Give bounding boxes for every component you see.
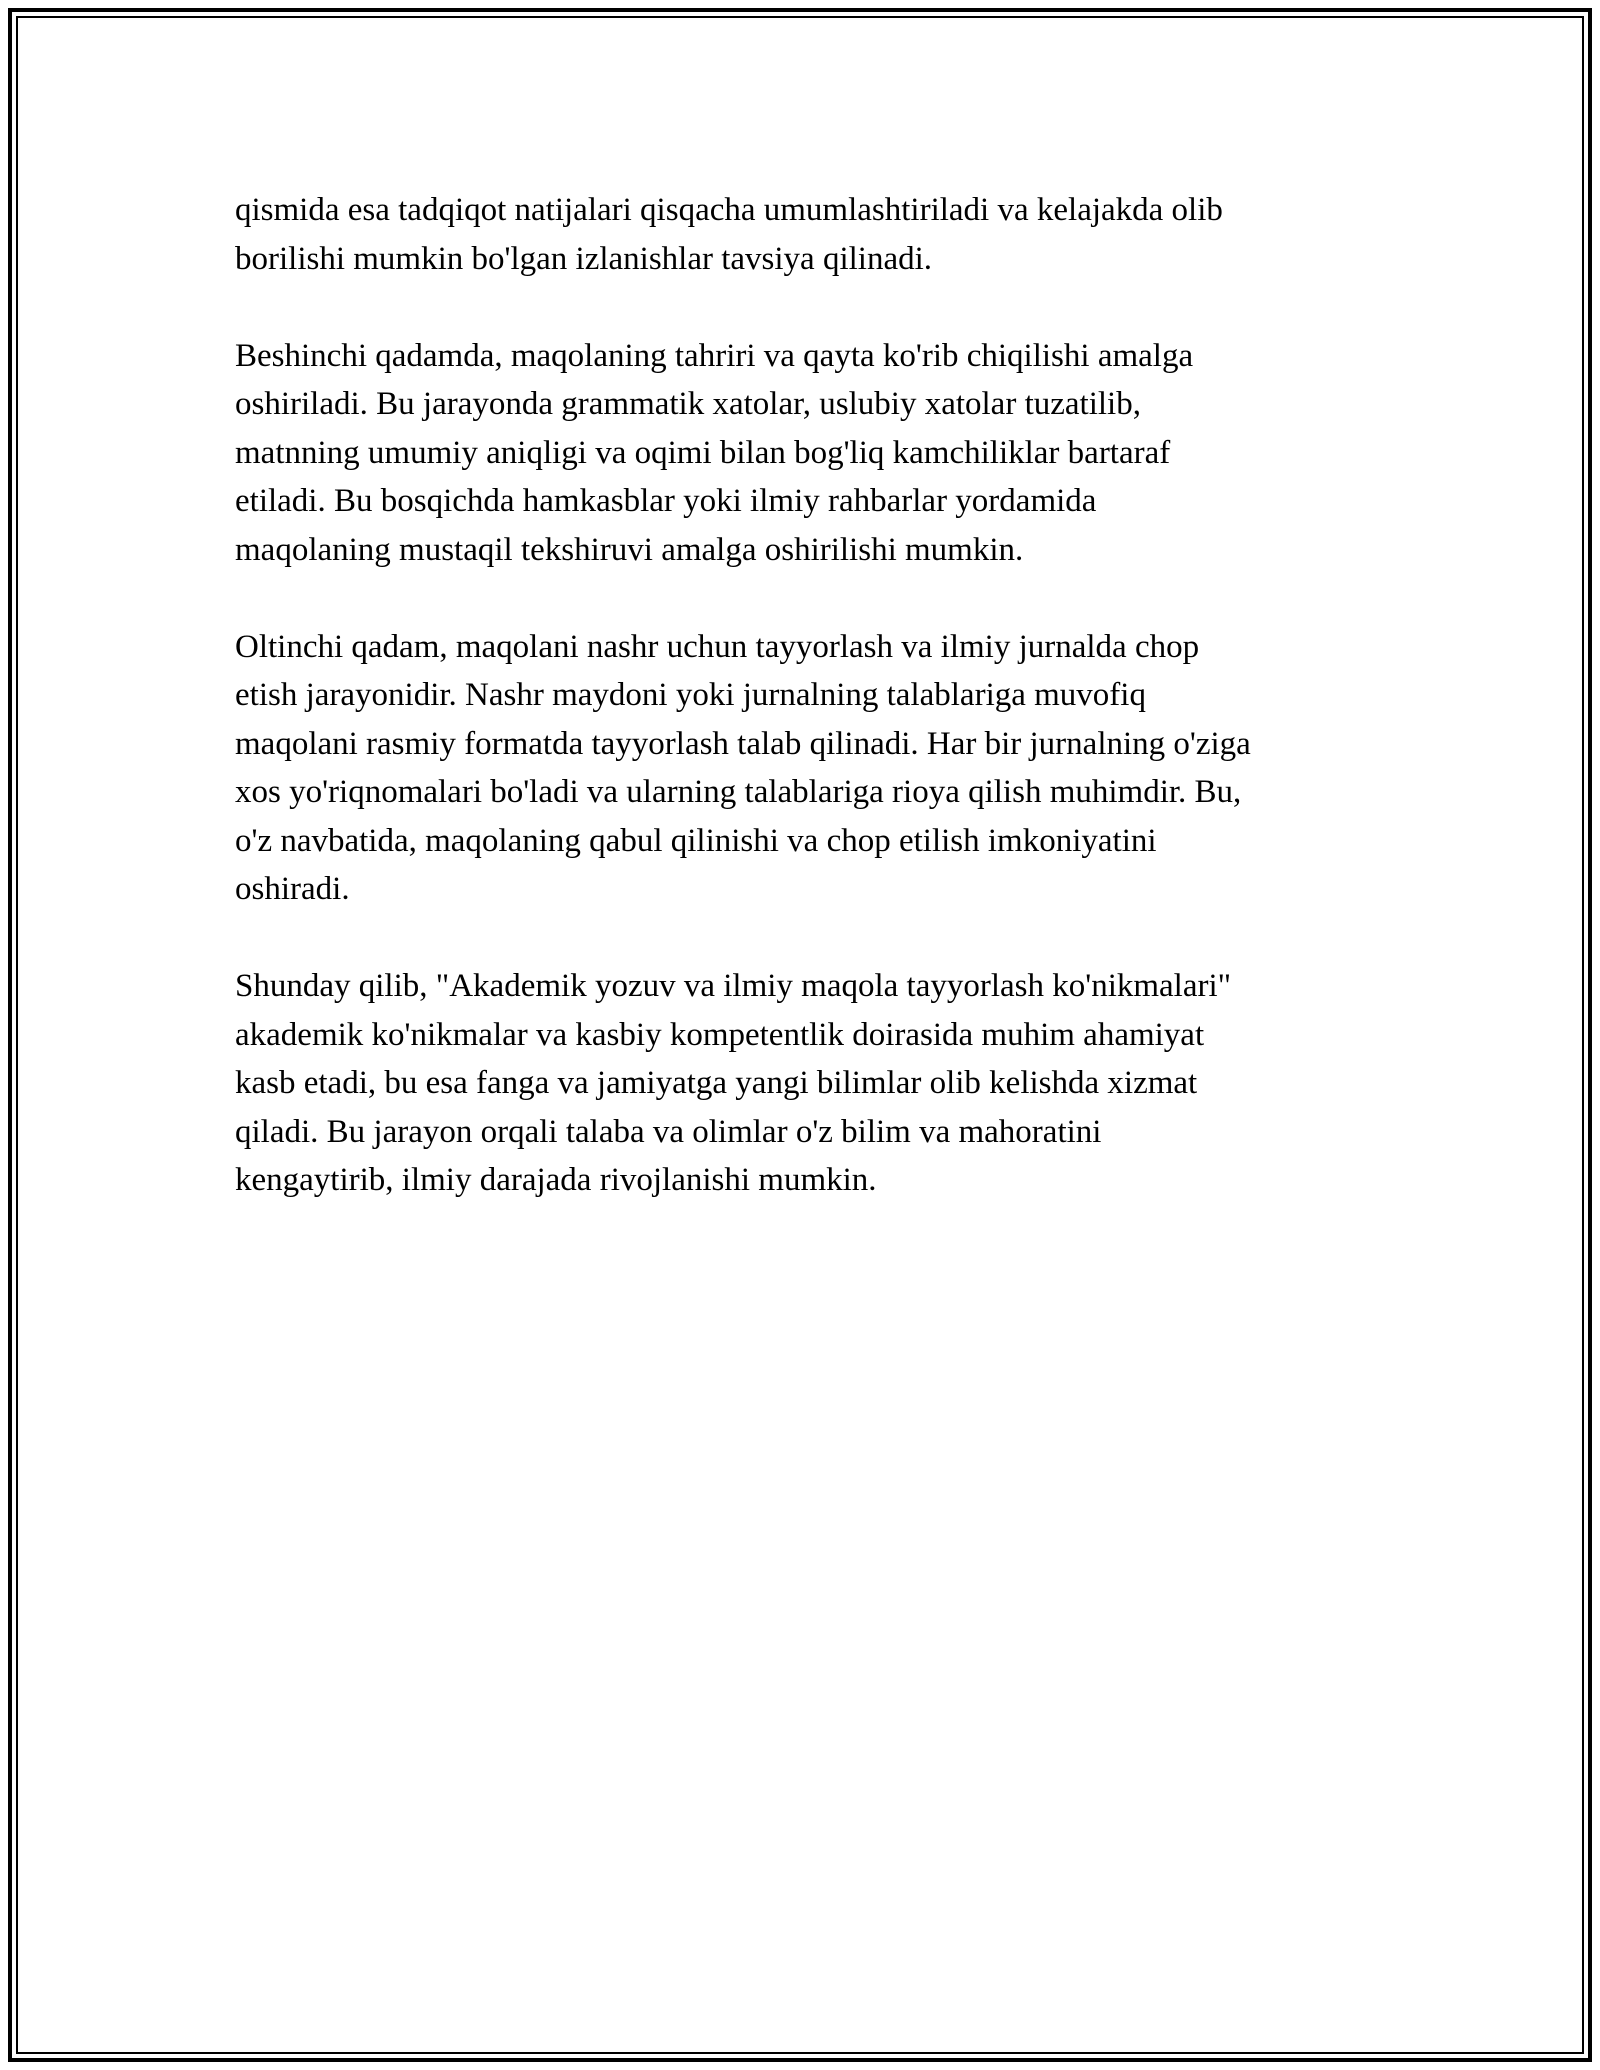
paragraph-sixth-step: Oltinchi qadam, maqolani nashr uchun tayyorlash va ilmiy jurnalda chop etish jarayonidir. Nashr maydoni yoki jurnalning talablariga muvofiq maqolani rasmiy formatda tayyorlash talab qilinadi. Har bir jurnalning o'ziga xos yo'riqnomalari bo'ladi va ularning talablariga rioya qilish muhimdir. Bu, o'z navbatida, maqolaning qabul qilinishi va chop etilish imkoniyatini oshiradi. [235, 628, 1251, 907]
paragraph-summary: Shunday qilib, "Akademik yozuv va ilmiy maqola tayyorlash ko'nikmalari" akademik ko'nikmalar va kasbiy kompetentlik doirasida muhim ahamiyat kasb etadi, bu esa fanga va jamiyatga yangi bilimlar olib kelishda xizmat qiladi. Bu jarayon orqali talaba va olimlar o'z bilim va mahoratini kengaytirib, ilmiy darajada rivojlanishi mumkin. [235, 968, 1232, 1198]
paragraph-fifth-step: Beshinchi qadamda, maqolaning tahriri va qayta ko'rib chiqilishi amalga oshiriladi. Bu jarayonda grammatik xatolar, uslubiy xatolar tuzatilib, matnning umumiy aniqligi va oqimi bilan bog'liq kamchiliklar bartaraf etiladi. Bu bosqichda hamkasblar yoki ilmiy rahbarlar yordamida maqolaning mustaqil tekshiruvi amalga oshirilishi mumkin. [235, 337, 1194, 568]
paragraph-conclusion-continuation: qismida esa tadqiqot natijalari qisqacha umumlashtiriladi va kelajakda olib borilishi mumkin bo'lgan izlanishlar tavsiya qilinadi. [235, 192, 1223, 277]
page-body [235, 186, 1395, 1253]
